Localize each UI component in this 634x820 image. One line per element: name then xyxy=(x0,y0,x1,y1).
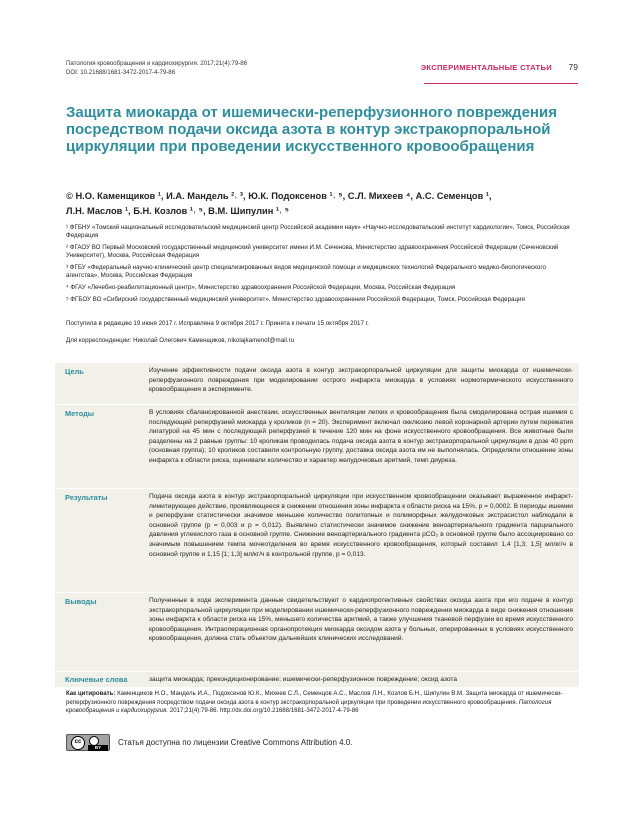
abstract-text: Изучение эффективности подачи оксида азота в контур экстракорпоральной циркуляции для защиты миокарда от ишемически-реперфузионного повреждения при моделировании острого инфаркта миокарда в условиях нормотермического искусственного кровообращения в эксперименте. xyxy=(149,367,573,394)
abstract-row-conclusions xyxy=(55,592,579,671)
section-name: ЭКСПЕРИМЕНТАЛЬНЫЕ СТАТЬИ xyxy=(420,63,552,72)
correspondence: Для корреспонденции: Николай Олегович Каменщиков, nikolajkamenof@mail.ru xyxy=(66,337,295,344)
by-label: BY xyxy=(88,745,108,751)
header-rule xyxy=(424,83,578,84)
affiliation-4: ⁴ ФГАУ «Лечебно-реабилитационный центр», Министерство здравоохранения Российской Федерации, Москва, Российская Федерация xyxy=(66,284,456,291)
abstract-row-aim xyxy=(55,362,579,404)
abstract-box xyxy=(55,362,579,687)
page-number: 79 xyxy=(568,62,578,72)
abstract-label: Результаты xyxy=(65,493,108,502)
abstract-row-results xyxy=(55,488,579,592)
cite-label: Как цитировать: xyxy=(66,690,116,697)
abstract-label: Выводы xyxy=(65,597,97,606)
copyright-sign: © xyxy=(66,191,73,201)
license-block xyxy=(66,734,571,752)
authors-line-1: Н.О. Каменщиков ¹, И.А. Мандель ²˒ ³, Ю.К. Подоксенов ¹˒ ⁵, С.Л. Михеев ⁴, А.С. Семенцов ¹, xyxy=(75,191,492,201)
abstract-text: Полученные в ходе эксперимента данные свидетельствуют о кардиопротективных свойствах оксида азота при его подаче в контур экстракорпоральной циркуляции при моделировании ишемически-реперфузионного повреждения миокарда в виде снижения отношения зоны инфаркта к области риска на 15%, меньшего количества аритмий, а также улучшения тканевой перфузии во время искусственного кровообращения. Интраоперационная органопротекция миокарда оксидом азота у больных, оперированных в условиях искусственного кровообращения, должна стать объектом дальнейших клинических исследований. xyxy=(149,597,573,643)
cc-icon: cc xyxy=(71,736,85,750)
abstract-row-keywords xyxy=(55,671,579,687)
abstract-text: защита миокарда; прекондиционирование; ишемически-реперфузионное повреждение; оксид азота xyxy=(149,676,458,683)
article-title: Защита миокарда от ишемически-реперфузионного повреждения посредством подачи оксида азота в контур экстракорпоральной циркуляции при проведении искусственного кровообращения xyxy=(66,104,557,155)
journal-reference: Патология кровообращения и кардиохирургия. 2017;21(4):79-86 xyxy=(66,60,248,67)
abstract-text: Подача оксида азота в контур экстракорпоральной циркуляции при искусственном кровообращении оказывает выраженное инфаркт-лимитирующее действие, проявляющееся в снижении отношения зоны инфаркта к области риска на 15%, p = 0,0002. В периоды ишемии и реперфузии статистически значимое меньшее количество политопных и полиморфных желудочковых экстрасистол наблюдали в основной группе (p = 0,003 и p = 0,012). Выявлено статистически значимое снижение веноартериального градиента парциального давления углекислого газа в основной группе. Снижение веноартериального градиента pCO₂ в основной группе было ассоциировано со значимым повышением темпа мочеотделения во время искусственного кровообращения, который составил 1,4 [1,3; 1,5] мл/кг/ч в основной группе и 1,15 [1; 1,3] мл/кг/ч в контрольной группе, p = 0,013. xyxy=(149,493,573,558)
affiliation-5: ⁵ ФГБОУ ВО «Сибирский государственный медицинский университет», Министерство здравоохранения Российской Федерации, Томск, Российская Федерация xyxy=(66,296,525,303)
received-dates: Поступила в редакцию 19 июня 2017 г. Исправлена 9 октября 2017 г. Принята к печати 15 октября 2017 г. xyxy=(66,320,369,327)
author-list xyxy=(66,189,566,218)
abstract-label: Цель xyxy=(65,367,84,376)
how-to-cite xyxy=(66,690,571,716)
license-text: Статья доступна по лицензии Creative Commons Attribution 4.0. xyxy=(118,738,353,747)
running-header xyxy=(66,60,578,82)
cite-ref[interactable]: 2017;21(4):79-86. http://dx.doi.org/10.21688/1681-3472-2017-4-79-86 xyxy=(169,707,359,714)
cite-journal: Патология кровообращения и кардиохирургия. xyxy=(66,698,552,714)
abstract-label: Методы xyxy=(65,409,95,418)
cc-by-badge-icon[interactable] xyxy=(66,734,110,751)
abstract-row-methods xyxy=(55,404,579,488)
abstract-text: В условиях сбалансированной анестезии, искусственных вентиляции легких и кровообращения была смоделирована острая ишемия с последующей реперфузией миокарда у кроликов (n = 20). Эксперимент включал окклюзию левой коронарной артерии путем пережатия лигатурой на 45 мин с последующей реперфузией в течение 120 мин на фоне искусственного кровообращения. Все животные были разделены на 2 равные группы: 10 кроликам проводилась подача оксида азота в контур экстракорпоральной циркуляции в дозе 40 ppm (основная группа); 10 кроликов составили контрольную группу, доставка оксида азота им не выполнялась. Определяли отношение зоны инфаркта к области риска, оценивали количество и характер желудочковых аритмий, темп диуреза. xyxy=(149,409,573,464)
abstract-label: Ключевые слова xyxy=(65,675,128,684)
affiliation-2: ² ФГАОУ ВО Первый Московский государственный медицинский университет имени И.М. Сеченова, Министерство здравоохранения Российской Федерации (Сеченовский Университет), Москва, Российская Федерация xyxy=(66,244,559,260)
doi[interactable]: DOI: 10.21688/1681-3472-2017-4-79-86 xyxy=(66,69,176,76)
cite-text: Каменщиков Н.О., Мандель И.А., Подоксенов Ю.К., Михеев С.Л., Семенцов А.С., Маслов Л.Н., Козлов Б.Н., Шипулин В.М. Защита миокарда от ишемически-реперфузионного повреждения посредством подачи оксида азота в контур экстракорпоральной циркуляции при проведении искусственного кровообращения. xyxy=(66,690,563,706)
authors-line-2: Л.Н. Маслов ¹, Б.Н. Козлов ¹˒ ⁵, В.М. Шипулин ¹˒ ⁵ xyxy=(66,205,290,216)
affiliation-3: ³ ФГБУ «Федеральный научно-клинический центр специализированных видов медицинской помощи и медицинских технологий Федерального медико-биологического агентства», Москва, Российская Федерация xyxy=(66,264,546,280)
affiliation-1: ¹ ФГБНУ «Томский национальный исследовательский медицинский центр Российской академии наук» «Научно-исследовательский институт кардиологии», Томск, Российская Федерация xyxy=(66,224,570,240)
